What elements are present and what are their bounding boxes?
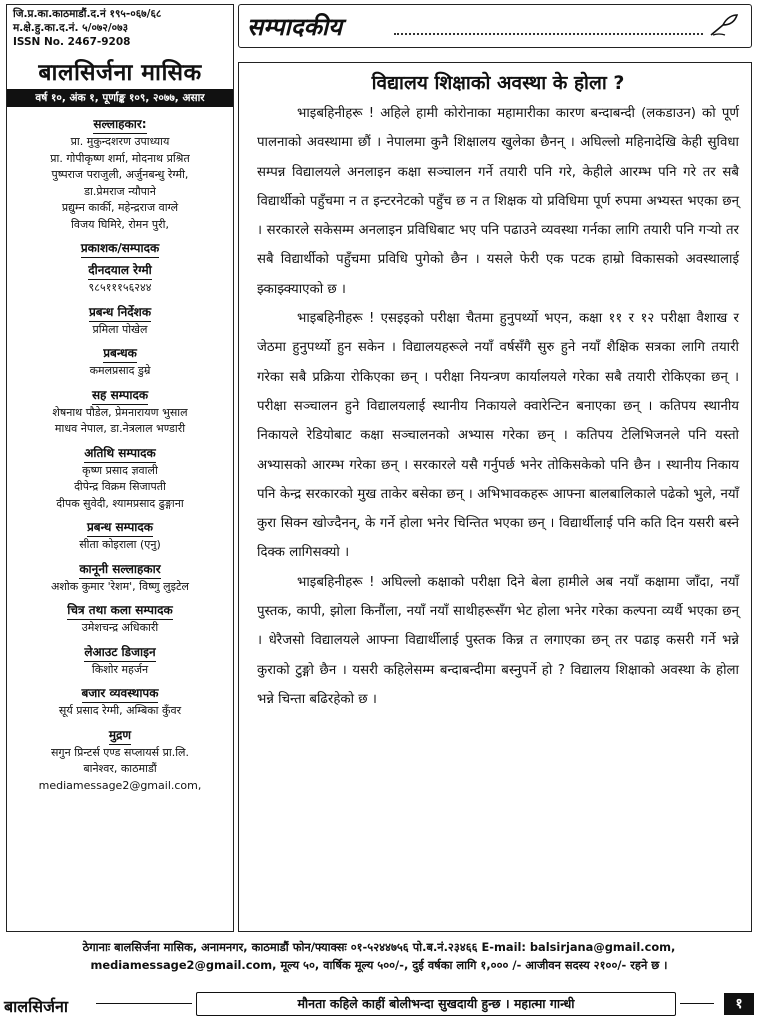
editorial-banner xyxy=(238,4,752,48)
credit-heading: सह सम्पादक xyxy=(92,387,148,405)
credit-name: माधव नेपाल, डा.नेत्रलाल भण्डारी xyxy=(54,422,186,435)
registration-block xyxy=(7,5,233,49)
article xyxy=(238,62,752,932)
credit-name: शेषनाथ पौडेल, प्रेमनारायण भुसाल xyxy=(52,405,188,419)
decorative-rule xyxy=(680,1003,714,1004)
article-title: विद्यालय शिक्षाको अवस्था के होला ? xyxy=(371,72,625,94)
credit-name: किशोर महर्जन xyxy=(91,662,149,676)
credit-name: प्रा. गोपीकृष्ण शर्मा, मोदनाथ प्रश्रित xyxy=(50,151,190,165)
credit-name: उमेशचन्द्र अधिकारी xyxy=(81,621,159,634)
credit-name: सगुन प्रिन्टर्स एण्ड सप्लायर्स प्रा.लि. xyxy=(50,745,189,759)
credit-heading: बजार व्यवस्थापक xyxy=(82,685,159,703)
credit-heading: प्रबन्धक xyxy=(103,345,137,363)
footer-address xyxy=(6,938,752,974)
credit-name: दीपक सुवेदी, श्यामप्रसाद ढुङ्गाना xyxy=(56,496,184,510)
footer-magazine-name: बालसिर्जना xyxy=(4,997,68,1016)
credit-heading: अतिथि सम्पादक xyxy=(84,445,156,463)
credit-name: mediamessage2@gmail.com, xyxy=(38,778,202,792)
credit-name: कृष्ण प्रसाद ज्ञवाली xyxy=(82,463,158,477)
credit-name: सूर्य प्रसाद रेग्मी, अम्बिका कुँवर xyxy=(58,704,182,717)
article-paragraph: भाइबहिनीहरू ! अघिल्लो कक्षाको परीक्षा दिने बेला हामीले अब नयाँ कक्षामा जाँदा, नयाँ पुस्तक, कापी, झोला किनौंला, नयाँ नयाँ साथीहरूसँग भेट होला भनेर गरेका कल्पना व्यर्थै भएका छन् । धेरैजसो विद्यालयले आफ्ना विद्यार्थीलाई पुस्तक किन्न त लगाएका छन् तर पढाइ कसरी गर्ने भन्ने कुराको टुङ्गो छैन । यसरी कहिलेसम्म बन्दाबन्दीमा बस्नुपर्ने हो ? विद्यालय शिक्षाको अवस्था के होला भन्ने चिन्ता बढिरहेको छ । xyxy=(257,574,739,707)
credit-name: प्रमिला पोखेल xyxy=(92,322,148,336)
credit-name: बानेश्वर, काठमाडौं xyxy=(83,762,157,775)
credit-subheading: दीनदयाल रेग्मी xyxy=(88,262,151,280)
credit-heading: मुद्रण xyxy=(109,727,131,745)
credit-name: प्रद्युम्न कार्की, महेन्द्रराज वाग्ले xyxy=(61,201,179,214)
credit-heading: चित्र तथा कला सम्पादक xyxy=(67,602,172,620)
credit-name: विजय घिमिरे, रोमन पुरी, xyxy=(71,217,169,231)
quote-text: मौनता कहिले काहीं बोलीभन्दा सुखदायी हुन्छ । महात्मा गान्धी xyxy=(297,996,575,1011)
credit-heading: प्रबन्ध सम्पादक xyxy=(87,519,153,537)
footer-bar xyxy=(0,990,758,1020)
magazine-title: बालसिर्जना मासिक xyxy=(38,60,202,86)
credit-heading: प्रकाशक/सम्पादक xyxy=(81,240,159,258)
credits-list xyxy=(7,109,233,794)
quote-box xyxy=(196,992,676,1016)
credit-name: सीता कोइराला (एनु) xyxy=(79,538,161,551)
credit-heading: सल्लाहकार: xyxy=(93,116,146,134)
credit-name: पुष्पराज पराजुली, अर्जुनबन्धु रेग्मी, xyxy=(51,168,189,181)
article-body xyxy=(257,99,739,714)
issn-line: ISSN No. 2467-9208 xyxy=(13,36,131,48)
editorial-label: सम्पादकीय xyxy=(247,12,343,41)
editorial-column xyxy=(238,4,752,932)
credit-name: दीपेन्द्र विक्रम सिजापती xyxy=(74,480,166,493)
page-number: १ xyxy=(724,993,754,1015)
credit-name: प्रा. मुकुन्दशरण उपाध्याय xyxy=(70,135,170,148)
credit-heading: प्रबन्ध निर्देशक xyxy=(89,304,151,322)
credits-panel xyxy=(6,4,234,932)
quill-pen-icon xyxy=(709,13,739,37)
address-line: ठेगानाः बालसिर्जना मासिक, अनामनगर, काठमाडौं फोन/फ्याक्सः ०१-५२४४७५६ पो.ब.नं.२३४६६ E-mail: balsirjana@gmail.com, xyxy=(82,940,676,954)
decorative-rule xyxy=(96,1003,192,1004)
registration-line: जि.प्र.का.काठमाडौं.द.नं १९५-०६७/६८ xyxy=(13,8,162,20)
credit-heading: कानूनी सल्लाहकार xyxy=(79,561,160,579)
registration-line: म.क्षे.हु.का.द.नं. ५/०७२/०७३ xyxy=(13,22,129,34)
credit-heading: लेआउट डिजाइन xyxy=(84,644,155,662)
credit-name: अशोक कुमार 'रेशम', विष्णु लुइटेल xyxy=(51,579,189,593)
issue-info: वर्ष १०, अंक १, पूर्णाङ्क १०९, २०७७, असार xyxy=(7,89,233,107)
article-paragraph: भाइबहिनीहरू ! एसइइको परीक्षा चैतमा हुनुपर्थ्यो भएन, कक्षा ११ र १२ परीक्षा वैशाख र जेठमा हुनुपर्थ्यो हुन सकेन । विद्यालयहरूले नयाँ वर्षसँगै सुरु हुने नयाँ शैक्षिक सत्रका लागि तयारी गरेका सबै प्रक्रिया रोकिएका छन् । परीक्षा नियन्त्रण कार्यालयले गरेका सबै तयारी रोकिएका छन् । परीक्षा सञ्चालन हुने विद्यालयलाई स्थानीय निकायले क्वारेन्टिन बनाएका छन् । कतिपय स्थानीय निकायले रेडियोबाट कक्षा सञ्चालनको अभ्यास गरेका छन् । कतिपय टेलिभिजनले पनि यस्तो अभ्यासको आरम्भ गरेका छन् । सरकारले यसै गर्नुपर्छ भनेर तोकिसकेको पनि छैन । स्थानीय निकाय पनि केन्द्र सरकारको मुख ताकेर बसेका छन् । अभिभावकहरू आफ्ना बालबालिकाले पढेको भुले, नयाँ कुरा सिक्न खोज्दैनन्, के गर्ने होला भनेर चिन्तित भएका छन् । विद्यार्थीलाई पनि कति दिन यसरी बस्ने दिक्क लागिसक्यो । xyxy=(257,311,739,561)
credit-name: ९८५१११५६२४४ xyxy=(88,281,152,294)
address-line: mediamessage2@gmail.com, मूल्य ५०, वार्षिक मूल्य ५००/-, दुई वर्षका लागि १,००० /- आजीवन सदस्य २१००/- रहने छ । xyxy=(90,958,668,972)
credit-name: कमलप्रसाद डुम्रे xyxy=(89,364,151,377)
article-paragraph: भाइबहिनीहरू ! अहिले हामी कोरोनाका महामारीका कारण बन्दाबन्दी (लकडाउन) को पूर्ण पालनाको अवस्थामा छौं । नेपालमा कुनै शिक्षालय खुलेका छैनन् । अघिल्लो महिनादेखि केही सुविधा सम्पन्न विद्यालयले अनलाइन कक्षा सञ्चालन गर्ने तयारी पनि गरे, केहीले आरम्भ पनि गरे तर सबै विद्यार्थीको पहुँचमा न त इन्टरनेटको पहुँच छ न त शिक्षक यो प्रविधिमा पूर्ण रुपमा अभ्यस्त भएका छन् । सरकारले सकेसम्म अनलाइन प्रविधिबाट भए पनि पढाउने व्यवस्था गर्नका लागि तयारी पनि गऱ्यो तर सबै विद्यार्थीको पहुँचमा प्रविधि पुगेको छैन । यसले फेरी एक पटक हाम्रो विकासको अवस्थालाई झ्काझ्क्याएको छ । xyxy=(257,106,739,297)
credit-name: डा.प्रेमराज न्यौपाने xyxy=(84,184,156,198)
dotted-rule xyxy=(394,33,703,35)
